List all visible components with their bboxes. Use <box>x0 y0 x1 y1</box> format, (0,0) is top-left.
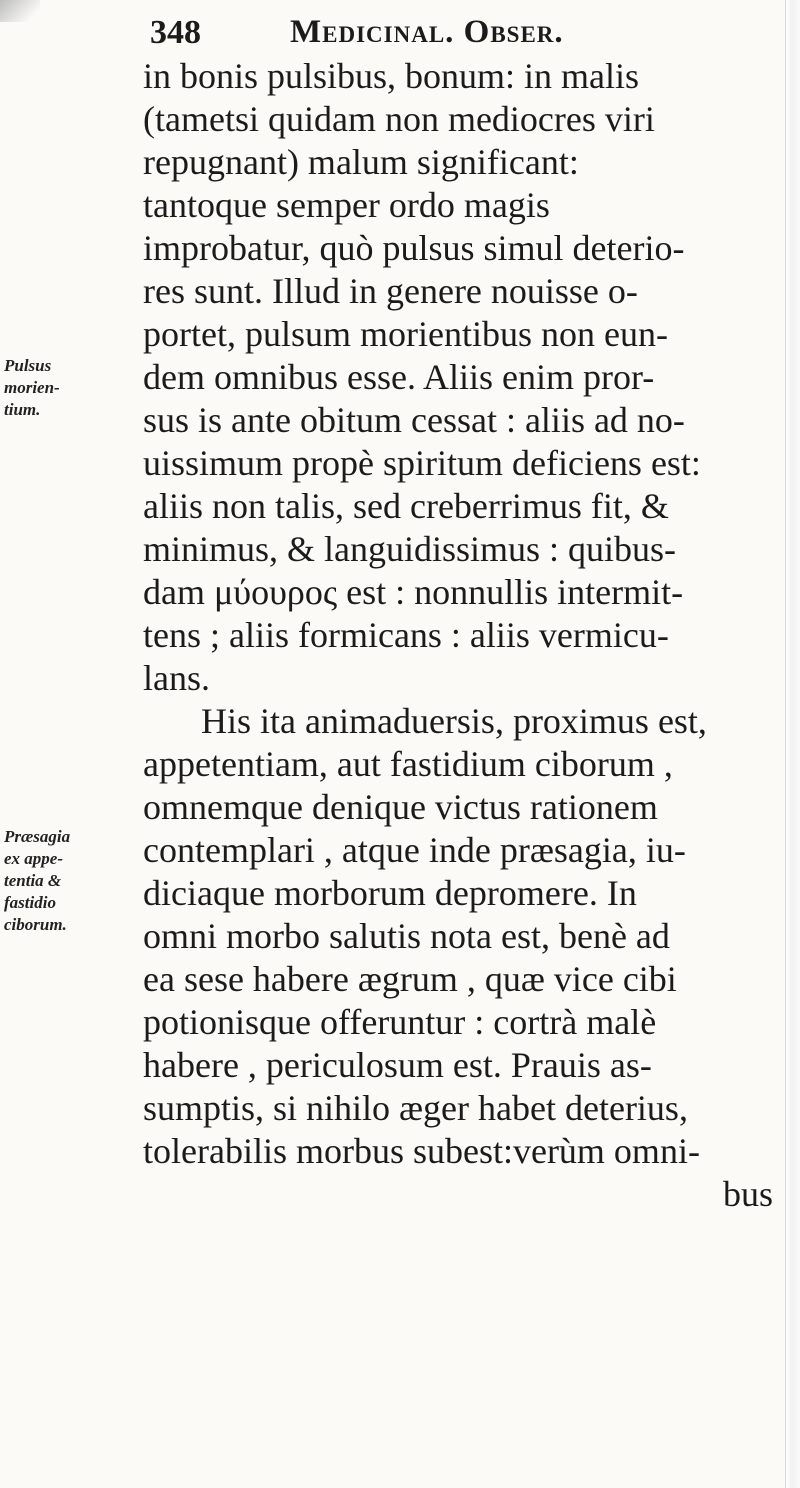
text-line: res sunt. Illud in genere nouisse o- <box>143 271 638 311</box>
text-line: in bonis pulsibus, bonum: in malis <box>143 56 640 96</box>
marginal-note-line: ex appe- <box>4 849 64 868</box>
running-head <box>150 14 670 54</box>
body-text <box>143 55 793 1216</box>
page-number: 348 <box>150 14 201 51</box>
marginal-note-line: tentia & <box>4 871 62 890</box>
running-head-title: Medicinal. Obser. <box>290 14 564 50</box>
text-line: dem omnibus esse. Aliis enim pror- <box>143 357 655 397</box>
text-line: tens ; aliis formicans : aliis vermicu- <box>143 615 669 655</box>
text-line: omnemque denique victus rationem <box>143 787 658 827</box>
text-line: omni morbo salutis nota est, benè ad <box>143 916 670 956</box>
text-line: diciaque morborum depromere. In <box>143 873 637 913</box>
text-line: His ita animaduersis, proximus est, <box>201 701 707 741</box>
text-line: minimus, & languidissimus : quibus- <box>143 529 677 569</box>
text-line: repugnant) malum significant: <box>143 142 579 182</box>
text-line: sumptis, si nihilo æger habet deterius, <box>143 1088 688 1128</box>
text-line: uissimum propè spiritum deficiens est: <box>143 443 701 483</box>
text-line: contemplari , atque inde præsagia, iu- <box>143 830 686 870</box>
text-line: improbatur, quò pulsus simul deterio- <box>143 228 685 268</box>
text-line: (tametsi quidam non mediocres viri <box>143 99 655 139</box>
marginal-note-line: fastidio <box>4 893 56 912</box>
text-line: ea sese habere ægrum , quæ vice cibi <box>143 959 677 999</box>
marginal-note-line: Præsagia <box>4 827 71 846</box>
text-line: potionisque offeruntur : cortrà malè <box>143 1002 657 1042</box>
text-line: habere , periculosum est. Prauis as- <box>143 1045 652 1085</box>
marginal-note-line: tium. <box>4 400 41 419</box>
marginal-note-line: ciborum. <box>4 915 67 934</box>
text-line: tolerabilis morbus subest:verùm omni- <box>143 1131 700 1171</box>
paragraph-pulse <box>143 55 793 700</box>
catchword: bus <box>723 1174 774 1214</box>
text-line: appetentiam, aut fastidium ciborum , <box>143 744 673 784</box>
marginal-note-line: morien- <box>4 378 60 397</box>
marginal-note-line: Pulsus <box>4 356 52 375</box>
page-corner-shadow <box>0 0 40 22</box>
marginal-note-pulse <box>4 355 114 421</box>
paragraph-appetite <box>143 700 793 1173</box>
text-line: sus is ante obitum cessat : aliis ad no- <box>143 400 685 440</box>
text-line: portet, pulsum morientibus non eun- <box>143 314 668 354</box>
text-line: lans. <box>143 658 210 698</box>
text-line: tantoque semper ordo magis <box>143 185 550 225</box>
text-line: dam μύουρος est : nonnullis intermit- <box>143 572 684 612</box>
marginal-note-appetite <box>4 826 114 936</box>
text-line: aliis non talis, sed creberrimus fit, & <box>143 486 669 526</box>
